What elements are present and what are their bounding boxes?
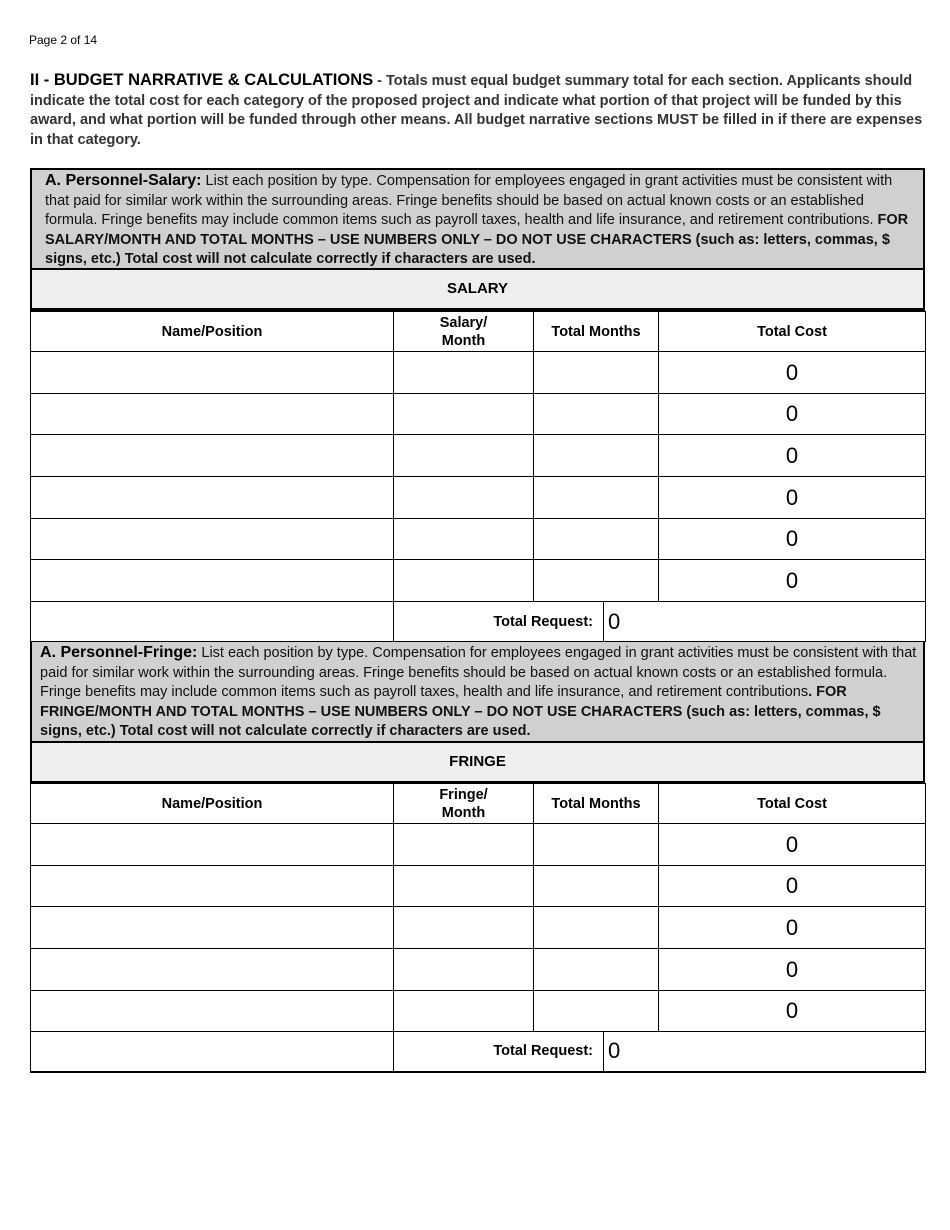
total-cost-value: 0 <box>659 907 926 949</box>
salary-header-row <box>31 312 926 352</box>
total-cost-value: 0 <box>659 352 926 394</box>
salary-total-label: Total Request: <box>394 602 604 642</box>
fringe-total-table <box>30 1031 926 1073</box>
fringe-total-value: 0 <box>604 1032 926 1072</box>
name-position-input[interactable] <box>31 949 394 991</box>
salary-table <box>30 311 926 602</box>
table-row <box>31 824 926 866</box>
total-months-input[interactable] <box>534 477 659 519</box>
salary-total-table <box>30 601 926 642</box>
table-row <box>31 477 926 519</box>
fringe-month-input[interactable] <box>394 907 534 949</box>
fringe-total-label: Total Request: <box>394 1032 604 1072</box>
total-months-input[interactable] <box>534 352 659 394</box>
name-position-input[interactable] <box>31 560 394 602</box>
fringe-total-blank <box>31 1032 394 1072</box>
col-total-months: Total Months <box>534 312 659 352</box>
total-months-input[interactable] <box>534 907 659 949</box>
fringe-note: . FOR FRINGE/MONTH AND TOTAL MONTHS – USE NUMBERS ONLY – DO NOT USE CHARACTERS (such as: letters, commas, $ signs, etc.) Total cost will not calculate correctly if characters are used. <box>40 684 881 739</box>
table-row <box>31 907 926 949</box>
table-row <box>31 352 926 394</box>
table-row <box>31 435 926 477</box>
table-row <box>31 519 926 560</box>
name-position-input[interactable] <box>31 991 394 1032</box>
total-cost-value: 0 <box>659 477 926 519</box>
fringe-instructions-box <box>30 641 925 741</box>
section-instructions: - Totals must equal budget summary total for each section. Applicants should indicate the total cost for each category of the proposed project and indicate what portion of that project will be funded by this award, and what portion will be funded through other means. All budget narrative sections MUST be filled in if there are expenses in that category. <box>30 73 923 148</box>
salary-month-input[interactable] <box>394 560 534 602</box>
total-months-input[interactable] <box>534 519 659 560</box>
salary-instructions-box <box>30 168 925 268</box>
fringe-total-row <box>31 1032 926 1072</box>
total-cost-value: 0 <box>659 824 926 866</box>
salary-month-input[interactable] <box>394 352 534 394</box>
fringe-body: List each position by type. Compensation for employees engaged in grant activities must be consistent with that paid for similar work within the surrounding areas. Fringe benefits should be based on actual known costs or an established formula. Fringe benefits may include common items such as payroll taxes, health and life insurance, and retirement contributions <box>40 645 917 700</box>
salary-month-input[interactable] <box>394 519 534 560</box>
table-row <box>31 991 926 1032</box>
name-position-input[interactable] <box>31 519 394 560</box>
total-cost-value: 0 <box>659 435 926 477</box>
fringe-table <box>30 783 926 1032</box>
name-position-input[interactable] <box>31 394 394 435</box>
total-months-input[interactable] <box>534 991 659 1032</box>
fringe-heading: A. Personnel-Fringe: <box>40 644 198 661</box>
salary-month-input[interactable] <box>394 394 534 435</box>
total-cost-value: 0 <box>659 991 926 1032</box>
total-months-input[interactable] <box>534 866 659 907</box>
salary-total-value: 0 <box>604 602 926 642</box>
col-total-cost: Total Cost <box>659 312 926 352</box>
total-cost-value: 0 <box>659 394 926 435</box>
fringe-month-input[interactable] <box>394 949 534 991</box>
salary-subhead: SALARY <box>30 268 925 311</box>
total-cost-value: 0 <box>659 560 926 602</box>
salary-body: List each position by type. Compensation for employees engaged in grant activities must be consistent with that paid for similar work within the surrounding areas. Fringe benefits should be based on actual known costs or an established formula. Fringe benefits may include common items such as payroll taxes, health and life insurance, and retirement contributions. <box>45 173 893 228</box>
fringe-month-input[interactable] <box>394 991 534 1032</box>
salary-month-input[interactable] <box>394 477 534 519</box>
total-cost-value: 0 <box>659 519 926 560</box>
total-months-input[interactable] <box>534 949 659 991</box>
name-position-input[interactable] <box>31 435 394 477</box>
salary-note: FOR SALARY/MONTH AND TOTAL MONTHS – USE NUMBERS ONLY – DO NOT USE CHARACTERS (such as: letters, commas, $ signs, etc.) Total cost will not calculate correctly if characters are used. <box>45 212 909 267</box>
table-row <box>31 866 926 907</box>
total-months-input[interactable] <box>534 560 659 602</box>
salary-heading: A. Personnel-Salary: <box>45 172 202 189</box>
col-total-months: Total Months <box>534 784 659 824</box>
total-months-input[interactable] <box>534 394 659 435</box>
fringe-month-input[interactable] <box>394 824 534 866</box>
total-cost-value: 0 <box>659 949 926 991</box>
name-position-input[interactable] <box>31 477 394 519</box>
table-row <box>31 560 926 602</box>
fringe-header-row <box>31 784 926 824</box>
total-months-input[interactable] <box>534 435 659 477</box>
name-position-input[interactable] <box>31 907 394 949</box>
col-salary-month: Salary/ Month <box>394 312 534 352</box>
page-number: Page 2 of 14 <box>29 33 98 47</box>
table-row <box>31 394 926 435</box>
name-position-input[interactable] <box>31 352 394 394</box>
col-total-cost: Total Cost <box>659 784 926 824</box>
total-cost-value: 0 <box>659 866 926 907</box>
fringe-month-input[interactable] <box>394 866 534 907</box>
col-fringe-month: Fringe/ Month <box>394 784 534 824</box>
fringe-subhead: FRINGE <box>30 741 925 783</box>
col-name-position: Name/Position <box>31 312 394 352</box>
section-header <box>30 71 925 150</box>
total-months-input[interactable] <box>534 824 659 866</box>
salary-total-blank <box>31 602 394 642</box>
col-name-position: Name/Position <box>31 784 394 824</box>
name-position-input[interactable] <box>31 866 394 907</box>
name-position-input[interactable] <box>31 824 394 866</box>
table-row <box>31 949 926 991</box>
salary-month-input[interactable] <box>394 435 534 477</box>
salary-total-row <box>31 602 926 642</box>
section-title: II - BUDGET NARRATIVE & CALCULATIONS <box>30 71 374 89</box>
